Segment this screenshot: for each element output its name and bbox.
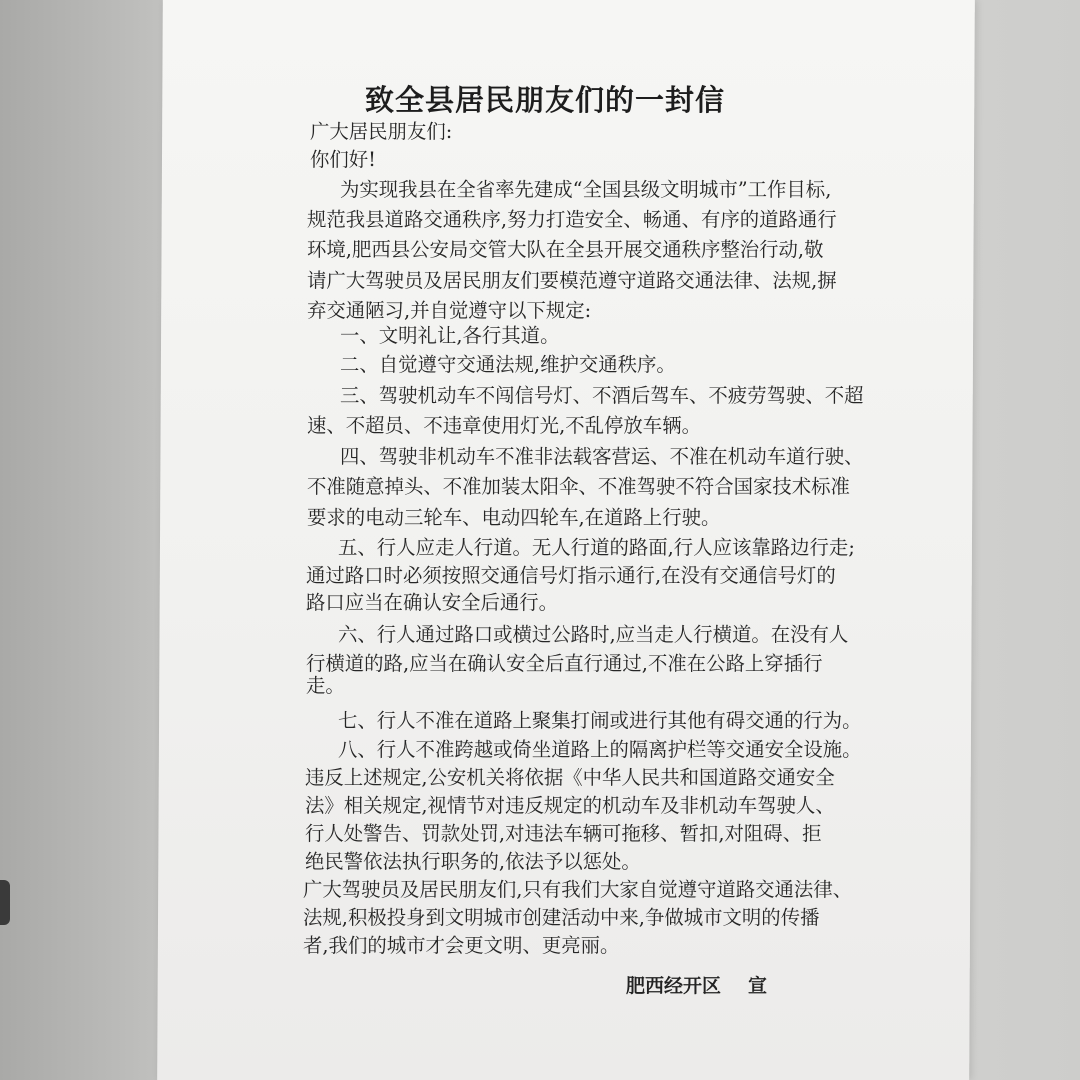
rule-line: 一、文明礼让,各行其道。 bbox=[340, 324, 560, 347]
closing-line: 广大驾驶员及居民朋友们,只有我们大家自觉遵守道路交通法律、 bbox=[303, 878, 853, 901]
rule-line: 七、行人不准在道路上聚集打闹或进行其他有碍交通的行为。 bbox=[338, 709, 862, 732]
rule-line: 四、驾驶非机动车不准非法载客营运、不准在机动车道行驶、 bbox=[340, 445, 864, 468]
rule-line: 速、不超员、不违章使用灯光,不乱停放车辆。 bbox=[307, 414, 701, 437]
wall-pin bbox=[0, 880, 10, 925]
salutation: 广大居民朋友们: bbox=[310, 120, 453, 143]
wall-background bbox=[0, 0, 170, 1080]
penalty-line: 行人处警告、罚款处罚,对违法车辆可拖移、暂扣,对阻碍、拒 bbox=[305, 822, 822, 845]
penalty-line: 违反上述规定,公安机关将依据《中华人民共和国道路交通安全 bbox=[305, 766, 835, 789]
rule-line: 不准随意掉头、不准加装太阳伞、不准驾驶不符合国家技术标准 bbox=[307, 475, 850, 498]
intro-line: 弃交通陋习,并自觉遵守以下规定: bbox=[307, 299, 592, 322]
rule-line: 八、行人不准跨越或倚坐道路上的隔离护栏等交通安全设施。 bbox=[338, 738, 862, 761]
intro-line: 环境,肥西县公安局交管大队在全县开展交通秩序整治行动,敬 bbox=[307, 238, 824, 261]
rule-line: 要求的电动三轮车、电动四轮车,在道路上行驶。 bbox=[307, 506, 721, 529]
intro-line: 请广大驾驶员及居民朋友们要模范遵守道路交通法律、法规,摒 bbox=[307, 269, 837, 292]
rule-line: 通过路口时必须按照交通信号灯指示通行,在没有交通信号灯的 bbox=[306, 564, 836, 587]
closing-line: 者,我们的城市才会更文明、更亮丽。 bbox=[303, 934, 620, 957]
signature-mark: 宣 bbox=[748, 975, 768, 997]
signature-org: 肥西经开区 bbox=[626, 975, 722, 997]
rule-line: 三、驾驶机动车不闯信号灯、不酒后驾车、不疲劳驾驶、不超 bbox=[340, 384, 864, 407]
rule-line: 路口应当在确认安全后通行。 bbox=[306, 591, 559, 614]
rule-line: 二、自觉遵守交通法规,维护交通秩序。 bbox=[340, 353, 676, 376]
letter-title: 致全县居民朋友们的一封信 bbox=[364, 83, 725, 117]
greeting: 你们好! bbox=[310, 148, 376, 171]
closing-line: 法规,积极投身到文明城市创建活动中来,争做城市文明的传播 bbox=[303, 906, 820, 929]
penalty-line: 绝民警依法执行职务的,依法予以惩处。 bbox=[305, 850, 641, 873]
penalty-line: 法》相关规定,视情节对违反规定的机动车及非机动车驾驶人、 bbox=[305, 794, 835, 817]
intro-line: 规范我县道路交通秩序,努力打造安全、畅通、有序的道路通行 bbox=[307, 208, 837, 231]
intro-line: 为实现我县在全省率先建成“全国县级文明城市”工作目标, bbox=[340, 178, 832, 201]
rule-line: 五、行人应走人行道。无人行道的路面,行人应该靠路边行走; bbox=[338, 536, 855, 559]
rule-line: 走。 bbox=[306, 674, 345, 697]
rule-line: 六、行人通过路口或横过公路时,应当走人行横道。在没有人 bbox=[338, 623, 849, 646]
rule-line: 行横道的路,应当在确认安全后直行通过,不准在公路上穿插行 bbox=[306, 652, 823, 675]
